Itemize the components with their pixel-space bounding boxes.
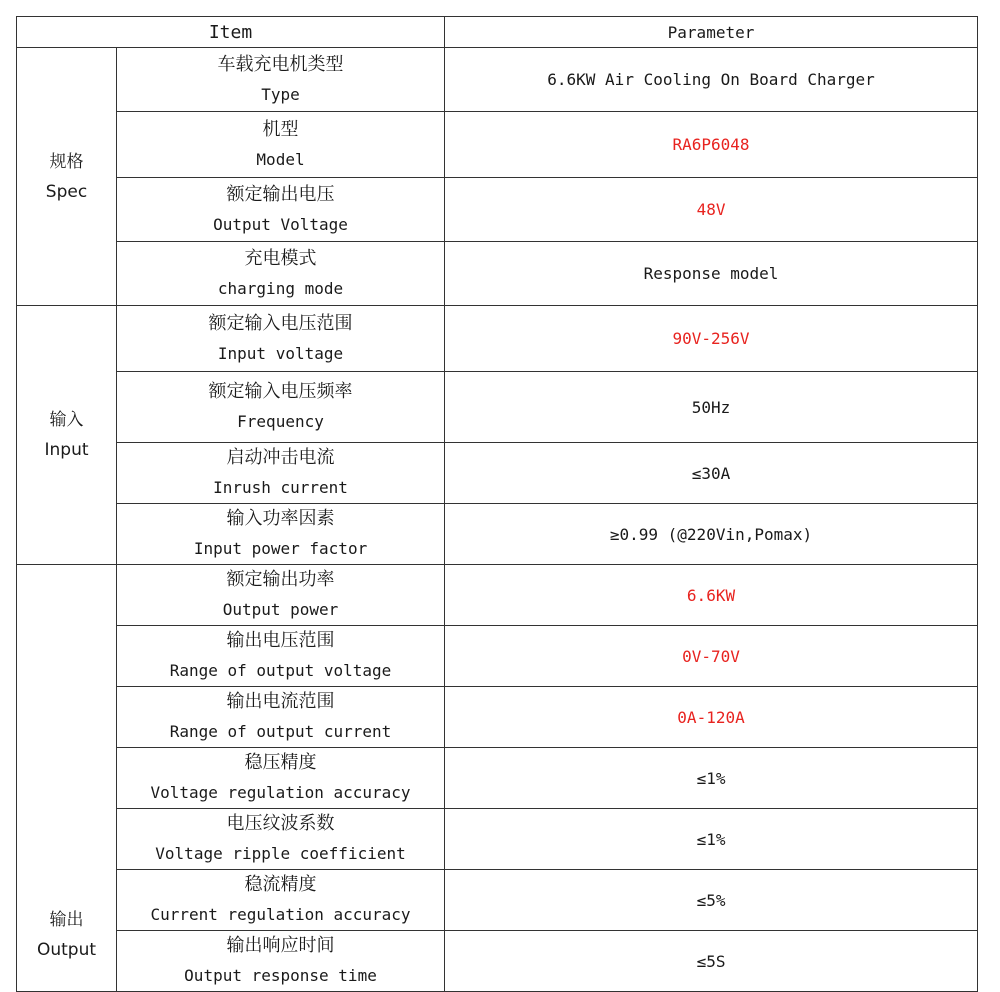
item-name-en: Output Voltage	[213, 214, 348, 234]
item-cell	[117, 443, 445, 504]
item-name-zh: 稳压精度	[244, 752, 317, 773]
group-label-en: Input	[44, 440, 89, 460]
parameter-value: ≥0.99 (@220Vin,Pomax)	[445, 504, 978, 565]
table-row	[17, 626, 978, 687]
table-row	[17, 565, 978, 626]
table-row	[17, 687, 978, 748]
item-name-zh: 输出响应时间	[226, 935, 335, 956]
item-name-en: Inrush current	[213, 478, 348, 497]
parameter-value: 6.6KW Air Cooling On Board Charger	[445, 48, 978, 112]
item-cell	[117, 565, 445, 626]
item-cell	[117, 626, 445, 687]
item-name-en: Type	[261, 84, 300, 104]
table-row	[17, 443, 978, 504]
item-cell	[117, 372, 445, 443]
item-name-zh: 输出电压范围	[226, 630, 335, 651]
item-name-en: Voltage ripple coefficient	[155, 844, 406, 863]
group-label-spec	[17, 48, 117, 306]
item-cell	[117, 687, 445, 748]
item-name-zh: 电压纹波系数	[226, 813, 335, 834]
item-cell	[117, 931, 445, 992]
table-row	[17, 48, 978, 112]
table-row	[17, 372, 978, 443]
item-name-en: Voltage regulation accuracy	[150, 783, 411, 802]
item-name-zh: 额定输出电压	[226, 183, 335, 205]
table-row	[17, 242, 978, 306]
item-name-en: Input voltage	[217, 343, 344, 363]
item-cell	[117, 306, 445, 372]
item-name-zh: 额定输出功率	[226, 569, 335, 590]
item-name-en: Input power factor	[193, 539, 368, 558]
parameter-value: 50Hz	[445, 372, 978, 443]
item-name-zh: 输出电流范围	[226, 691, 335, 712]
group-label-en: Output	[36, 940, 97, 960]
table-header-row	[17, 17, 978, 48]
item-name-en: Frequency	[237, 412, 324, 431]
item-name-en: Output power	[222, 600, 339, 619]
group-label-zh: 输入	[49, 410, 84, 430]
group-label-zh: 输出	[49, 910, 84, 930]
table-row	[17, 931, 978, 992]
item-name-en: Current regulation accuracy	[150, 905, 411, 924]
spec-table	[16, 16, 978, 992]
table-row	[17, 178, 978, 242]
item-name-zh: 启动冲击电流	[226, 447, 335, 468]
parameter-value: ≤30A	[445, 443, 978, 504]
item-name-zh: 额定输入电压范围	[208, 312, 353, 334]
parameter-value: 0A-120A	[445, 687, 978, 748]
parameter-value: ≤1%	[445, 748, 978, 809]
parameter-column-header: Parameter	[445, 17, 978, 48]
table-row	[17, 870, 978, 931]
table-row	[17, 504, 978, 565]
item-name-zh: 稳流精度	[244, 874, 317, 895]
item-cell	[117, 809, 445, 870]
group-label-zh: 规格	[49, 151, 84, 172]
item-cell	[117, 504, 445, 565]
item-cell	[117, 242, 445, 306]
spec-table-body	[17, 48, 978, 992]
table-row	[17, 112, 978, 178]
parameter-value: 48V	[445, 178, 978, 242]
parameter-value: 0V-70V	[445, 626, 978, 687]
item-name-zh: 车载充电机类型	[217, 53, 344, 75]
item-cell	[117, 48, 445, 112]
item-name-zh: 输入功率因素	[226, 508, 335, 529]
group-label-input	[17, 306, 117, 565]
item-name-en: Range of output voltage	[169, 661, 392, 680]
parameter-value: RA6P6048	[445, 112, 978, 178]
group-label-output	[17, 565, 117, 992]
item-name-en: Output response time	[184, 966, 377, 985]
parameter-value: 6.6KW	[445, 565, 978, 626]
item-name-zh: 充电模式	[244, 247, 317, 269]
parameter-value: ≤5S	[445, 931, 978, 992]
item-cell	[117, 748, 445, 809]
parameter-value: 90V-256V	[445, 306, 978, 372]
item-name-zh: 机型	[262, 118, 299, 140]
table-row	[17, 306, 978, 372]
parameter-value: Response model	[445, 242, 978, 306]
item-name-en: Range of output current	[169, 722, 392, 741]
item-column-header: Item	[17, 17, 445, 48]
item-cell	[117, 870, 445, 931]
item-name-zh: 额定输入电压频率	[208, 381, 353, 402]
item-cell	[117, 112, 445, 178]
table-row	[17, 809, 978, 870]
item-cell	[117, 178, 445, 242]
table-row	[17, 748, 978, 809]
item-name-en: Model	[256, 149, 305, 169]
group-label-en: Spec	[45, 181, 88, 202]
item-name-en: charging mode	[217, 278, 344, 298]
parameter-value: ≤5%	[445, 870, 978, 931]
parameter-value: ≤1%	[445, 809, 978, 870]
